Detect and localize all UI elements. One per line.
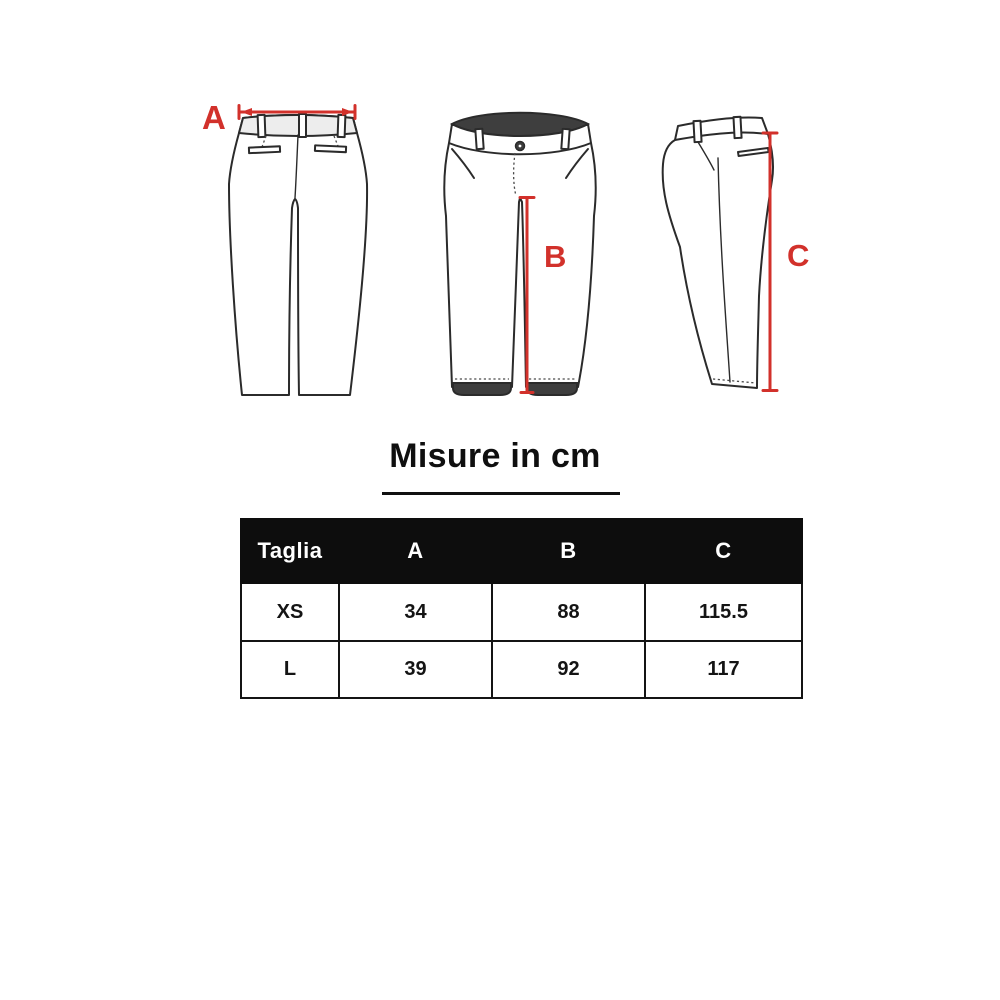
back-silhouette (229, 115, 367, 395)
back-pocket-right (315, 145, 346, 152)
size-table-row-xs (241, 583, 802, 641)
front-button (516, 142, 525, 151)
cell-xs-b: 88 (492, 583, 645, 641)
header-cell-c: C (645, 519, 802, 583)
size-table (240, 518, 803, 699)
front-silhouette (444, 143, 595, 387)
size-table-header-row (241, 519, 802, 583)
section-title: Misure in cm (389, 437, 601, 475)
header-cell-a: A (339, 519, 492, 583)
size-table-row-l (241, 641, 802, 698)
back-view-drawing (198, 96, 374, 404)
cell-size-xs: XS (241, 583, 339, 641)
cell-size-l: L (241, 641, 339, 698)
header-cell-taglia: Taglia (241, 519, 339, 583)
measure-label-a: A (202, 99, 226, 136)
cell-l-c: 117 (645, 641, 802, 698)
cell-l-b: 92 (492, 641, 645, 698)
cell-xs-c: 115.5 (645, 583, 802, 641)
header-cell-b: B (492, 519, 645, 583)
measure-label-c: C (787, 238, 810, 273)
front-view-drawing (440, 96, 615, 404)
measure-label-b: B (544, 239, 567, 274)
cell-l-a: 39 (339, 641, 492, 698)
back-pocket-left (249, 146, 280, 153)
cell-xs-a: 34 (339, 583, 492, 641)
title-underline (382, 492, 620, 495)
